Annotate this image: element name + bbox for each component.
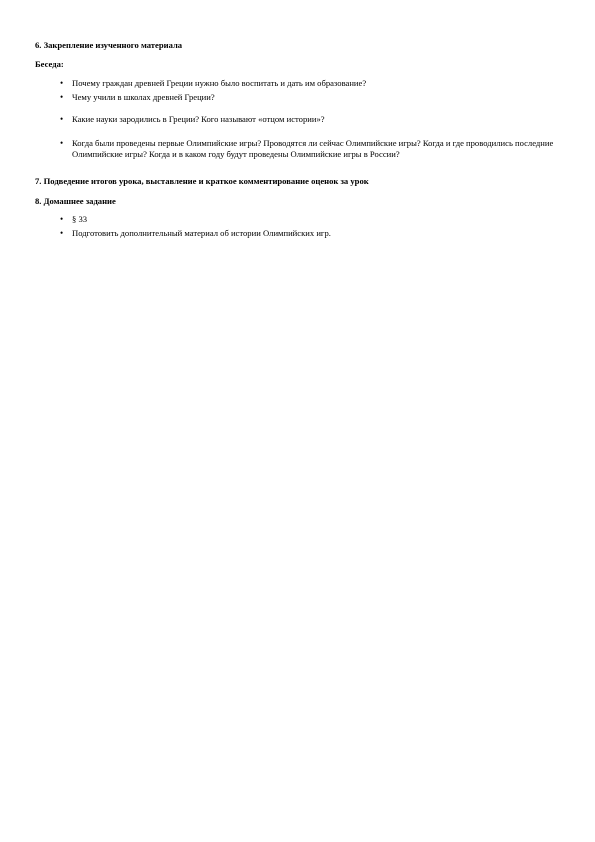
bullet-icon: •: [60, 78, 64, 88]
conversation-subheading: Беседа:: [35, 59, 64, 69]
question-text: Почему граждан древней Греции нужно было воспитать и дать им образование?: [72, 78, 367, 88]
bullet-icon: •: [60, 92, 64, 102]
section-7-heading: 7. Подведение итогов урока, выставление и краткое комментирование оценок за урок: [35, 176, 369, 186]
homework-text: § 33: [72, 214, 88, 224]
homework-text: Подготовить дополнительный материал об истории Олимпийских игр.: [72, 228, 331, 238]
bullet-icon: •: [60, 214, 64, 224]
question-text: Какие науки зародились в Греции? Кого называют «отцом истории»?: [72, 114, 325, 124]
question-text: Чему учили в школах древней Греции?: [72, 92, 215, 102]
bullet-icon: •: [60, 228, 64, 238]
question-text: Когда были проведены первые Олимпийские игры? Проводятся ли сейчас Олимпийские игры? Когда и где проводились последние Олимпийские игры? Когда и в каком году будут проведены Олимпийские игры в России?: [72, 138, 554, 159]
bullet-icon: •: [60, 114, 64, 124]
section-6-heading: 6. Закрепление изученного материала: [35, 40, 183, 50]
bullet-icon: •: [60, 138, 64, 148]
section-8-heading: 8. Домашнее задание: [35, 196, 116, 206]
